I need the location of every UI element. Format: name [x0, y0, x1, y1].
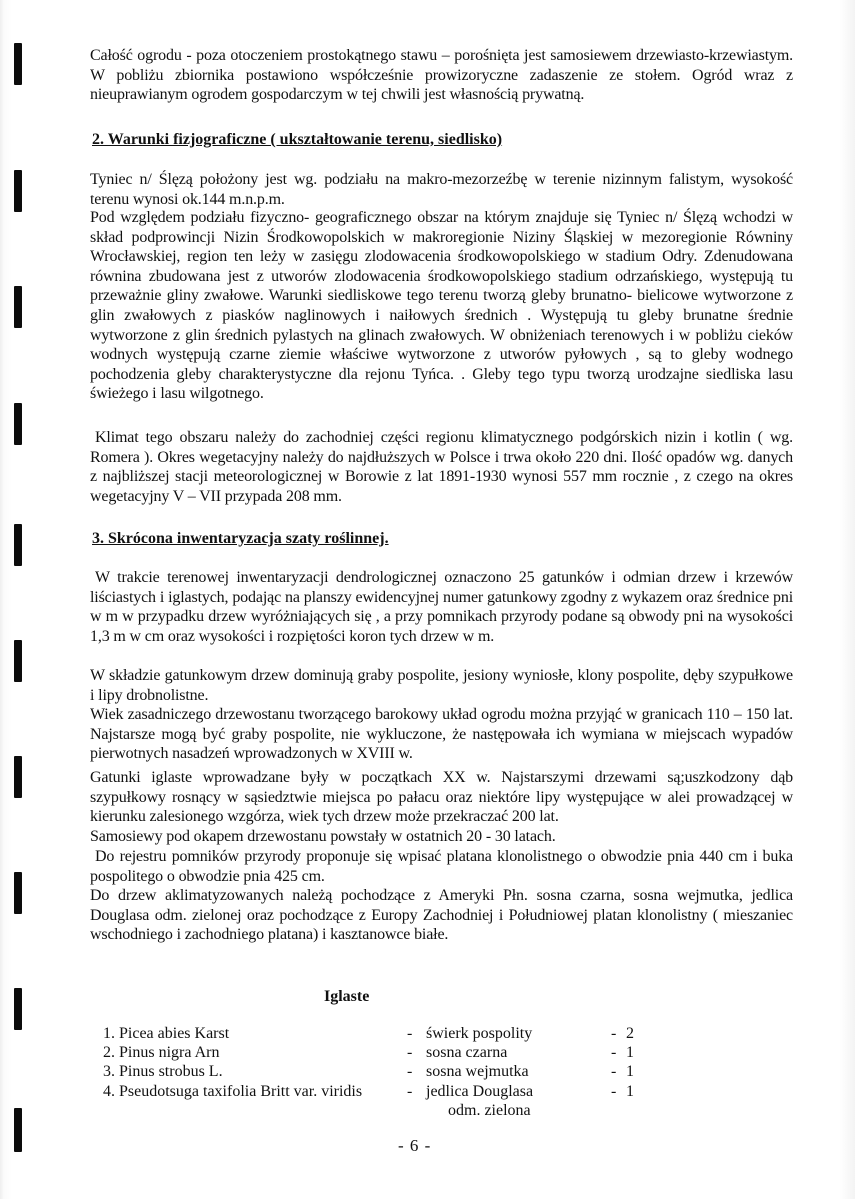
species-count-dash: -: [611, 1083, 617, 1100]
species-row: [0, 1062, 855, 1082]
species-dash: -: [407, 1025, 413, 1042]
species-variety-continuation: odm. zielona: [448, 1102, 531, 1119]
species-dash: -: [407, 1044, 413, 1061]
species-latin-name: Pinus strobus L.: [119, 1063, 223, 1080]
species-polish-name: świerk pospolity: [426, 1025, 533, 1042]
species-count-dash: -: [611, 1063, 617, 1080]
section3-paragraph: Wiek zasadniczego drzewostanu tworzącego barokowy układ ogrodu można przyjąć w granicach 110 – 150 lat. Najstarsze mogą być graby pospolite, nie wykluczone, że następowała ich wymiana w miejscach wypadów pierwotnych nasadzeń wprowadzonych w XVIII w.: [90, 706, 793, 763]
species-number: 3.: [103, 1063, 115, 1080]
species-number: 1.: [103, 1025, 115, 1042]
section3-paragraph: W trakcie terenowej inwentaryzacji dendrologicznej oznaczono 25 gatunków i odmian drzew i krzewów liściastych i iglastych, podając na planszy ewidencyjnej numer gatunkowy zgodny z wykazem oraz średnice pni w m w przypadku drzew wyróżniających się , a przy pomnikach przyrody podane są obwody pni na wysokości 1,3 m w cm oraz wysokości i rozpiętości koron tych drzew w m.: [90, 569, 793, 645]
species-dash: -: [407, 1063, 413, 1080]
species-row: [0, 1043, 855, 1063]
species-count: 2: [626, 1025, 634, 1042]
species-count-dash: -: [611, 1044, 617, 1061]
section3-paragraph: Gatunki iglaste wprowadzane były w początkach XX w. Najstarszymi drzewami są;uszkodzony dąb szypułkowy rosnący w sąsiedztwie miejsca po pałacu oraz niektóre lipy występujące w alei prowadzącej w kierunku zalesionego wzgórza, wiek tych drzew może przekraczać 200 lat.: [90, 769, 793, 826]
section-heading-physiography: 2. Warunki fizjograficzne ( ukształtowanie terenu, siedlisko): [92, 131, 503, 148]
species-count: 1: [626, 1083, 634, 1100]
binder-mark: [14, 640, 22, 682]
binder-mark: [14, 872, 22, 914]
section2-paragraph: Tyniec n/ Ślęzą położony jest wg. podziału na makro-mezorzeźbę w terenie nizinnym falistym, wysokość terenu wynosi ok.144 m.n.p.m.: [90, 171, 793, 208]
binder-mark: [14, 286, 22, 328]
species-dash: -: [407, 1083, 413, 1100]
species-polish-name: sosna czarna: [426, 1044, 508, 1061]
section3-paragraph: Do drzew aklimatyzowanych należą pochodzące z Ameryki Płn. sosna czarna, sosna wejmutka, jedlica Douglasa odm. zielonej oraz pochodzące z Europy Zachodniej i Południowej platan klonolistny ( mieszaniec wschodniego i zachodniego platana) i kasztanowce białe.: [90, 887, 793, 944]
binder-mark: [14, 43, 22, 85]
section3-paragraph: Samosiewy pod okapem drzewostanu powstały w ostatnich 20 - 30 latach.: [90, 828, 556, 845]
binder-mark: [14, 524, 22, 566]
page-number: - 6 -: [398, 1136, 432, 1155]
intro-paragraph: Całość ogrodu - poza otoczeniem prostokątnego stawu – porośnięta jest samosiewem drzewiasto-krzewiastym. W pobliżu zbiornika postawiono współcześnie prowizoryczne zadaszenie ze stołem. Ogród wraz z nieuprawianym ogrodem gospodarczym w tej chwili jest własnością prywatną.: [90, 47, 793, 104]
section3-paragraph: Do rejestru pomników przyrody proponuje się wpisać platana klonolistnego o obwodzie pnia 440 cm i buka pospolitego o obwodzie pnia 425 cm.: [90, 848, 793, 885]
conifers-title: Iglaste: [324, 988, 370, 1005]
species-count-dash: -: [611, 1025, 617, 1042]
binder-mark: [14, 1108, 22, 1152]
section2-paragraph: Pod względem podziału fizyczno- geograficznego obszar na którym znajduje się Tyniec n/ Ślęzą wchodzi w skład podprowincji Nizin Środkowopolskich w makroregionie Niziny Śląskiej w mezoregionie Równiny Wrocławskiej, region ten leży w zasięgu zlodowacenia środkowopolskiego w stadium Odry. Zdenudowana równina zbudowana jest z utworów zlodowacenia środkowopolskiego stadium odrzańskiego, występują tu przeważnie gliny zwałowe. Warunki siedliskowe tego terenu tworzą gleby brunatno- bielicowe wytworzone z glin zwałowych z piasków naglinowych i naiłowych średnich . Występują tu gleby brunatne średnie wytworzone z glin średnich pylastych na glinach zwałowych. W obniżeniach terenowych i w pobliżu cieków wodnych występują czarne ziemie właściwe wytworzone z utworów pyłowych , są to gleby wodnego pochodzenia gleby charakterystyczne dla rejonu Tyńca. . Gleby tego typu tworzą urodzajne siedliska lasu świeżego i lasu wilgotnego.: [90, 209, 793, 403]
species-latin-name: Pseudotsuga taxifolia Britt var. viridis: [119, 1083, 363, 1100]
species-count: 1: [626, 1044, 634, 1061]
species-polish-name: jedlica Douglasa: [426, 1083, 534, 1100]
binder-mark: [14, 170, 22, 212]
species-number: 2.: [103, 1044, 115, 1061]
species-polish-name: sosna wejmutka: [426, 1063, 529, 1080]
section2-paragraph: Klimat tego obszaru należy do zachodniej części regionu klimatycznego podgórskich nizin i kotlin ( wg. Romera ). Okres wegetacyjny należy do najdłuższych w Polsce i trwa około 220 dni. Ilość opadów wg. danych z najbliższej stacji meteorologicznej w Borowie z lat 1891-1930 wynosi 557 mm rocznie , z czego na okres wegetacyjny V – VII przypada 208 mm.: [90, 429, 793, 505]
binder-mark: [14, 403, 22, 445]
binder-mark: [14, 756, 22, 798]
section-heading-vegetation: 3. Skrócona inwentaryzacja szaty roślinnej.: [92, 530, 389, 547]
species-latin-name: Pinus nigra Arn: [119, 1044, 220, 1061]
species-count: 1: [626, 1063, 634, 1080]
section3-paragraph: W składzie gatunkowym drzew dominują graby pospolite, jesiony wyniosłe, klony pospolite, dęby szypułkowe i lipy drobnolistne.: [90, 667, 793, 704]
species-latin-name: Picea abies Karst: [119, 1025, 230, 1042]
species-row: [0, 1082, 855, 1102]
species-row: [0, 1024, 855, 1044]
species-number: 4.: [103, 1083, 115, 1100]
